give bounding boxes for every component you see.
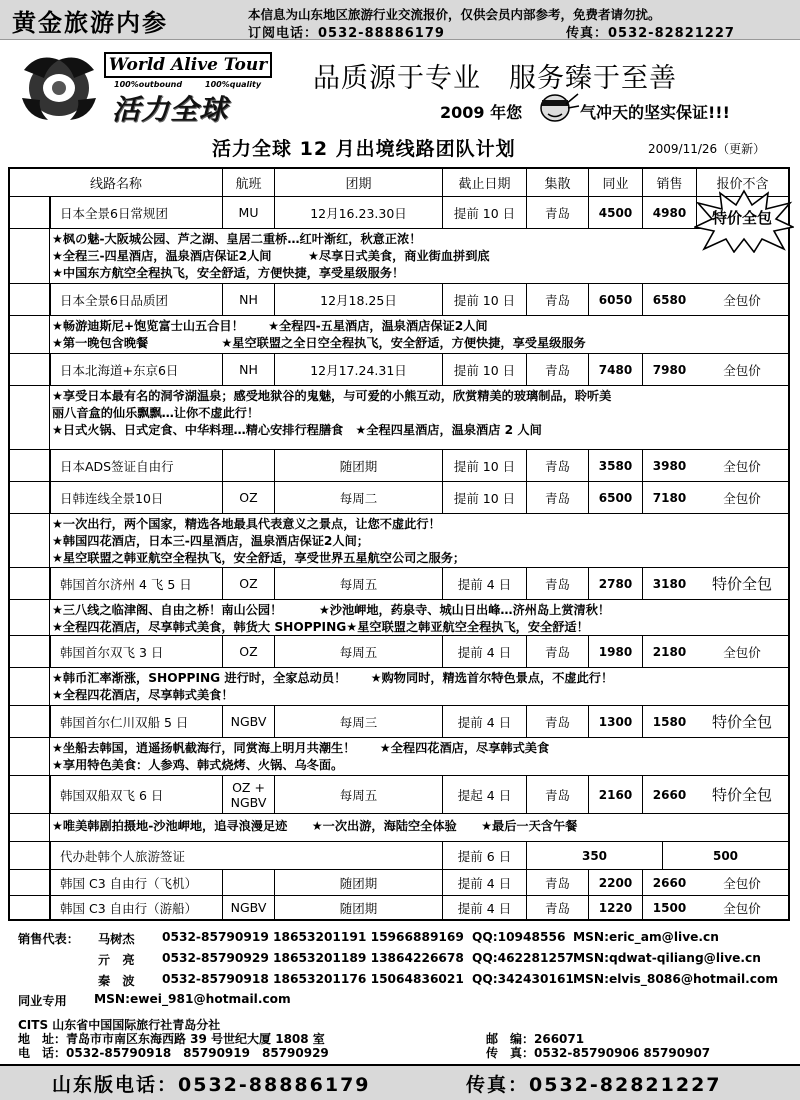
footer-phone: 山东版电话：0532-88886179 [52, 1074, 371, 1096]
flight: NGBV [222, 896, 274, 919]
desc-line: ★唯美韩剧拍摄地-沙池岬地，追寻浪漫足迹 ★一次出游，海陆空全体验 ★最后一天含午餐 [52, 819, 578, 833]
route-name: 韩国 C3 自由行（飞机） [50, 870, 222, 895]
route-name: 韩国首尔仁川双船 5 日 [50, 706, 222, 737]
table-header-row [10, 169, 788, 197]
route-description [10, 814, 788, 842]
rep-name: 马树杰 [98, 932, 135, 946]
slogan-guarantee: 气冲天的坚实保证!!! [580, 103, 730, 122]
deadline: 提前 4 日 [442, 706, 526, 737]
price-note: 全包价 [723, 875, 761, 891]
flight: MU [222, 197, 274, 228]
deadline: 提前 4 日 [442, 636, 526, 667]
route-name: 韩国双船双飞 6 日 [50, 776, 222, 813]
sale-price: 1580 [642, 706, 696, 737]
page-title: 活力全球 12 月出境线路团队计划 [212, 138, 516, 160]
peer-price: 3580 [588, 450, 642, 481]
hub: 青岛 [526, 284, 588, 315]
dates: 随团期 [274, 450, 442, 481]
header-sale-price: 销售 [642, 169, 696, 196]
publication-title: 黄金旅游内参 [12, 9, 168, 37]
hub: 青岛 [526, 568, 588, 599]
rep-name: 秦 波 [98, 974, 135, 988]
contacts-label: 销售代表： [18, 932, 79, 946]
peer-price: 2780 [588, 568, 642, 599]
hub: 青岛 [526, 197, 588, 228]
price-note: 全包价 [723, 644, 761, 660]
peer-price: 1300 [588, 706, 642, 737]
hub: 青岛 [526, 354, 588, 385]
dates: 12月18.25日 [274, 284, 442, 315]
route-name: 日本全景6日常规团 [50, 197, 222, 228]
deadline: 提前 10 日 [442, 284, 526, 315]
header-band [0, 0, 800, 40]
flight [222, 870, 274, 895]
sale-price: 3980 [642, 450, 696, 481]
price-note: 全包价 [723, 292, 761, 308]
route-name: 日本全景6日品质团 [50, 284, 222, 315]
peer-price: 2160 [588, 776, 642, 813]
rep-phones: 0532-85790918 18653201176 15064836021 [162, 972, 464, 986]
flight: OZ + NGBV [222, 776, 274, 813]
flight: OZ [222, 482, 274, 513]
slogan: 品质源于专业 服务臻于至善 [313, 63, 677, 94]
deadline: 提前 4 日 [442, 870, 526, 895]
dates: 每周二 [274, 482, 442, 513]
sale-price: 2660 [642, 870, 696, 895]
deadline: 提前 4 日 [442, 896, 526, 919]
route-name: 日本ADS签证自由行 [50, 450, 222, 481]
table-row [10, 197, 788, 229]
flight: NH [222, 284, 274, 315]
desc-line: ★全程四花酒店，尽享韩式美食，韩货大 SHOPPING★星空联盟之韩亚航空全程执飞，安全舒适！ [52, 620, 589, 634]
desc-line: ★韩币汇率渐涨，SHOPPING 进行时，全家总动员！ ★购物同时，精选首尔特色景点，不虚此行！ [52, 671, 614, 685]
peer-msn: MSN:ewei_981@hotmail.com [94, 992, 291, 1006]
rep-qq: QQ:10948556 [472, 930, 566, 944]
hub: 青岛 [526, 870, 588, 895]
dates: 随团期 [274, 896, 442, 919]
desc-line: ★三八线之临津阁、自由之桥！南山公园！ ★沙池岬地，药泉寺、城山日出峰…济州岛上赏清秋！ [52, 603, 611, 617]
route-description [10, 738, 788, 776]
dates: 随团期 [274, 870, 442, 895]
hub: 青岛 [526, 636, 588, 667]
table-row [10, 450, 788, 482]
flight: NH [222, 354, 274, 385]
sale-price: 7980 [642, 354, 696, 385]
rep-qq: QQ:462281257 [472, 951, 574, 965]
header-flight: 航班 [222, 169, 274, 196]
price-note: 全包价 [723, 362, 761, 378]
price-note: 全包价 [723, 490, 761, 506]
table-row [10, 842, 788, 870]
table-row [10, 636, 788, 668]
header-fax: 传真：0532-82821227 [566, 26, 735, 41]
desc-line: ★中国东方航空全程执飞，安全舒适，方便快捷，享受星级服务！ [52, 266, 405, 280]
peer-label: 同业专用 [18, 994, 67, 1008]
table-row [10, 776, 788, 814]
desc-line: ★全程四花酒店，尽享韩式美食！ [52, 688, 234, 702]
desc-line: 丽八音盒的仙乐飘飘…让你不虚此行！ [52, 406, 260, 420]
peer-price: 6050 [588, 284, 642, 315]
sale-price: 3180 [642, 568, 696, 599]
header-route: 线路名称 [89, 177, 142, 192]
sale-price: 4980 [642, 197, 696, 228]
dates: 每周五 [274, 636, 442, 667]
rep-phones: 0532-85790929 18653201189 13864226678 [162, 951, 464, 965]
sale-price: 2660 [642, 776, 696, 813]
cartoon-mascot-icon [530, 86, 580, 126]
deadline: 提前 10 日 [442, 482, 526, 513]
rep-qq: QQ:342430161 [472, 972, 574, 986]
desc-line: ★日式火锅、日式定食、中华料理…精心安排行程膳食 ★全程四星酒店，温泉酒店 2 人间 [52, 423, 542, 437]
desc-line: ★枫の魅-大阪城公园、芦之湖、皇居二重桥…红叶渐红，秋意正浓！ [52, 232, 422, 246]
route-name: 日韩连线全景10日 [50, 482, 222, 513]
company-phone: 电 话：0532-85790918 85790919 85790929 [18, 1046, 329, 1060]
route-description [10, 600, 788, 636]
price-note: 特价全包 [711, 575, 772, 593]
desc-line: ★享受日本最有名的洞爷湖温泉；感受地狱谷的鬼魅，与可爱的小熊互动，欣赏精美的玻璃制品，聆听美 [52, 389, 612, 403]
brand-sub-quality: 100%quality [205, 80, 262, 89]
table-row [10, 870, 788, 896]
dates: 每周五 [274, 568, 442, 599]
sale-price: 1500 [642, 896, 696, 919]
brand-sub-outbound: 100%outbound [114, 80, 183, 89]
price-note: 特价全包 [711, 786, 772, 804]
sale-price: 2180 [642, 636, 696, 667]
company-postcode: 邮 编：266071 [486, 1032, 585, 1046]
table-row [10, 706, 788, 738]
table-row [10, 284, 788, 316]
peer-price: 2200 [588, 870, 642, 895]
peer-price: 1220 [588, 896, 642, 919]
route-description [10, 668, 788, 706]
flight: NGBV [222, 706, 274, 737]
brand-name-cn: 活力全球 [112, 93, 229, 126]
header-note: 本信息为山东地区旅游行业交流报价，仅供会员内部参考，免费者请勿扰。 [248, 7, 661, 22]
subscription-phone: 订阅电话：0532-88886179 [248, 26, 445, 41]
company-name: CITS 山东省中国国际旅行社青岛分社 [18, 1018, 221, 1032]
deadline: 提前 4 日 [442, 568, 526, 599]
company-fax: 传 真：0532-85790906 85790907 [486, 1046, 711, 1060]
hub: 青岛 [526, 450, 588, 481]
peer-price: 7480 [588, 354, 642, 385]
price-note: 特价全包 [711, 713, 772, 731]
deadline: 提前 6 日 [442, 842, 526, 869]
sale-price: 500 [662, 842, 788, 869]
hub: 青岛 [526, 896, 588, 919]
rep-msn: MSN:eric_am@live.cn [573, 930, 719, 944]
rep-name: 亓 亮 [98, 953, 135, 967]
starburst-label: 特价全包 [712, 209, 773, 227]
desc-line: ★一次出行，两个国家，精选各地最具代表意义之景点，让您不虚此行！ [52, 517, 441, 531]
sale-price: 7180 [642, 482, 696, 513]
dates: 每周三 [274, 706, 442, 737]
flight: OZ [222, 636, 274, 667]
flight: OZ [222, 568, 274, 599]
desc-line: ★星空联盟之韩亚航空全程执飞，安全舒适，享受世界五星航空公司之服务； [52, 551, 466, 565]
hub: 青岛 [526, 482, 588, 513]
footer-band [0, 1064, 800, 1100]
header-deadline: 截止日期 [442, 169, 526, 196]
table-row [10, 896, 788, 919]
table-row [10, 354, 788, 386]
deadline: 提前 10 日 [442, 354, 526, 385]
deadline: 提前 10 日 [442, 197, 526, 228]
route-description [10, 514, 788, 568]
header-peer-price: 同业 [588, 169, 642, 196]
footer-fax: 传真：0532-82821227 [466, 1074, 722, 1096]
update-date: 2009/11/26（更新） [648, 142, 766, 156]
route-description [10, 316, 788, 354]
rep-phones: 0532-85790919 18653201191 15966889169 [162, 930, 464, 944]
rep-msn: MSN:qdwat-qiliang@live.cn [573, 951, 761, 965]
desc-line: ★第一晚包含晚餐 ★星空联盟之全日空全程执飞，安全舒适，方便快捷，享受星级服务 [52, 336, 586, 350]
price-note: 全包价 [723, 900, 761, 916]
company-address: 地 址：青岛市市南区东海西路 39 号世纪大厦 1808 室 [18, 1032, 325, 1046]
route-description [10, 386, 788, 450]
flight [222, 450, 274, 481]
route-name: 韩国首尔济州 4 飞 5 日 [50, 568, 222, 599]
desc-line: ★坐船去韩国，逍遥扬帆截海行，同赏海上明月共潮生！ ★全程四花酒店，尽享韩式美食 [52, 741, 550, 755]
route-name: 日本北海道+东京6日 [50, 354, 222, 385]
rep-msn: MSN:elvis_8086@hotmail.com [573, 972, 779, 986]
hub: 青岛 [526, 706, 588, 737]
route-description [10, 229, 788, 284]
dates: 每周五 [274, 776, 442, 813]
deadline: 提起 4 日 [442, 776, 526, 813]
peer-price: 1980 [588, 636, 642, 667]
tribal-logo-icon [18, 48, 100, 124]
peer-price: 4500 [588, 197, 642, 228]
deadline: 提前 10 日 [442, 450, 526, 481]
dates: 12月16.23.30日 [274, 197, 442, 228]
hub: 青岛 [526, 776, 588, 813]
desc-line: ★享用特色美食：人参鸡、韩式烧烤、火锅、乌冬面。 [52, 758, 344, 772]
price-note: 全包价 [723, 458, 761, 474]
route-name: 韩国 C3 自由行（游船） [50, 896, 222, 919]
tour-table [8, 167, 790, 921]
header-dates: 团期 [274, 169, 442, 196]
dates: 12月17.24.31日 [274, 354, 442, 385]
desc-line: ★畅游迪斯尼+饱览富士山五合目！ ★全程四-五星酒店，温泉酒店保证2人间 [52, 319, 488, 333]
desc-line: ★韩国四花酒店，日本三-四星酒店，温泉酒店保证2人间； [52, 534, 369, 548]
slogan-year: 2009 年您 [440, 103, 523, 122]
sale-price: 6580 [642, 284, 696, 315]
table-row [10, 482, 788, 514]
peer-price: 6500 [588, 482, 642, 513]
route-name: 代办赴韩个人旅游签证 [50, 842, 442, 869]
header-hub: 集散 [526, 169, 588, 196]
route-name: 韩国首尔双飞 3 日 [50, 636, 222, 667]
table-row [10, 568, 788, 600]
peer-price: 350 [526, 842, 662, 869]
desc-line: ★全程三-四星酒店，温泉酒店保证2人间 ★尽享日式美食，商业街血拼到底 [52, 249, 490, 263]
brand-name-en: World Alive Tour [104, 52, 272, 78]
header-price-excludes: 报价不含 [696, 169, 788, 196]
